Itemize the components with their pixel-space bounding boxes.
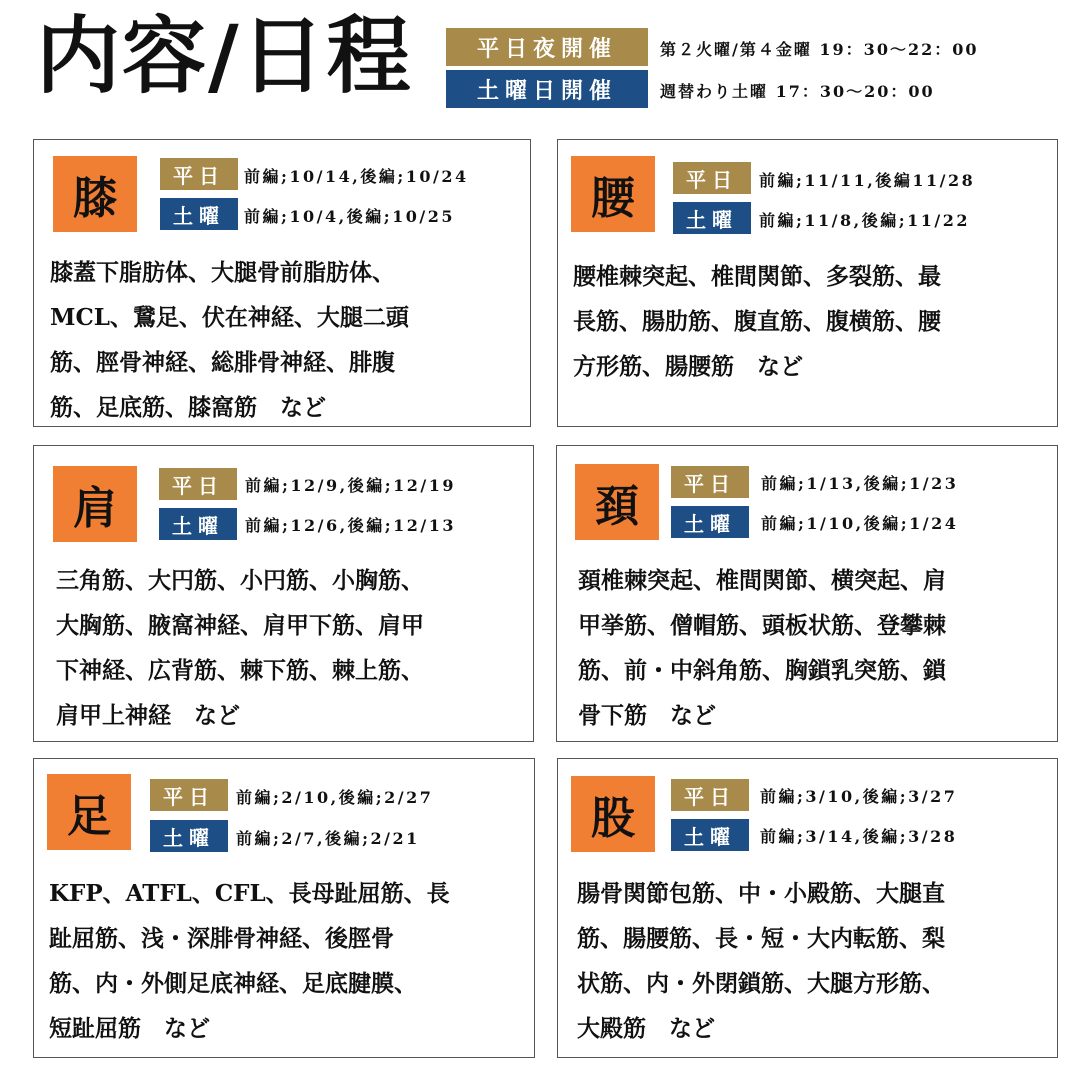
weekday-tag: 平日	[673, 162, 751, 194]
weekday-tag: 平日	[160, 158, 238, 190]
topic-line: 膝蓋下脂肪体、大腿骨前脂肪体、	[50, 259, 395, 286]
saturday-dates: 前編;10/4,後編;10/25	[244, 207, 456, 226]
weekday-dates: 前編;2/10,後編;2/27	[236, 788, 434, 807]
card-knee	[33, 139, 531, 427]
saturday-tag: 土曜	[673, 202, 751, 234]
topic-line: 腰椎棘突起、椎間関節、多裂筋、最	[573, 263, 941, 290]
topic-line: 筋、内・外側足底神経、足底腱膜、	[49, 970, 417, 997]
topic-line: 大胸筋、腋窩神経、肩甲下筋、肩甲	[56, 612, 424, 639]
topics-text	[578, 558, 946, 738]
saturday-dates: 前編;11/8,後編;11/22	[759, 211, 971, 230]
topic-line: 筋、前・中斜角筋、胸鎖乳突筋、鎖	[578, 657, 946, 684]
card-foot	[33, 758, 535, 1058]
part-label-foot: 足	[47, 774, 131, 850]
topic-line: 状筋、内・外閉鎖筋、大腿方形筋、	[577, 970, 945, 997]
saturday-schedule-text: 週替わり土曜 17：30〜20：00	[660, 82, 935, 101]
weekday-tag: 平日	[159, 468, 237, 500]
topics-text	[56, 558, 424, 738]
weekday-night-badge: 平日夜開催	[446, 28, 648, 66]
topics-text	[577, 871, 945, 1051]
topic-line: 三角筋、大円筋、小円筋、小胸筋、	[56, 567, 424, 594]
weekday-tag: 平日	[150, 779, 228, 811]
card-hip	[557, 758, 1058, 1058]
topic-line: 腸骨関節包筋、中・小殿筋、大腿直	[577, 880, 945, 907]
weekday-dates: 前編;3/10,後編;3/27	[760, 787, 958, 806]
topic-line: 肩甲上神経 など	[56, 702, 240, 729]
topics-text	[573, 254, 941, 389]
topic-line: MCL、鵞足、伏在神経、大腿二頭	[50, 304, 409, 331]
weekday-tag: 平日	[671, 779, 749, 811]
topic-line: 大殿筋 など	[577, 1015, 715, 1042]
weekday-dates: 前編;12/9,後編;12/19	[245, 476, 457, 495]
card-lower-back	[557, 139, 1058, 427]
part-label-neck: 頚	[575, 464, 659, 540]
card-neck	[556, 445, 1058, 742]
part-label-lower-back: 腰	[571, 156, 655, 232]
topic-line: 長筋、腸肋筋、腹直筋、腹横筋、腰	[573, 308, 941, 335]
topic-line: 骨下筋 など	[578, 702, 716, 729]
saturday-dates: 前編;2/7,後編;2/21	[236, 829, 420, 848]
topics-text	[50, 250, 409, 430]
topic-line: KFP、ATFL、CFL、長母趾屈筋、長	[49, 880, 450, 907]
topic-line: 甲挙筋、僧帽筋、頭板状筋、登攀棘	[578, 612, 946, 639]
saturday-badge: 土曜日開催	[446, 70, 648, 108]
topic-line: 下神経、広背筋、棘下筋、棘上筋、	[56, 657, 424, 684]
weekday-dates: 前編;11/11,後編11/28	[759, 171, 976, 190]
weekday-dates: 前編;10/14,後編;10/24	[244, 167, 469, 186]
weekday-tag: 平日	[671, 466, 749, 498]
saturday-dates: 前編;3/14,後編;3/28	[760, 827, 958, 846]
saturday-tag: 土曜	[159, 508, 237, 540]
saturday-tag: 土曜	[671, 819, 749, 851]
card-shoulder	[33, 445, 534, 742]
topics-text	[49, 871, 450, 1051]
topic-line: 筋、足底筋、膝窩筋 など	[50, 394, 326, 421]
topic-line: 方形筋、腸腰筋 など	[573, 353, 803, 380]
topic-line: 筋、腸腰筋、長・短・大内転筋、梨	[577, 925, 945, 952]
saturday-dates: 前編;12/6,後編;12/13	[245, 516, 457, 535]
topic-line: 筋、脛骨神経、総腓骨神経、腓腹	[50, 349, 395, 376]
part-label-knee: 膝	[53, 156, 137, 232]
part-label-hip: 股	[571, 776, 655, 852]
saturday-tag: 土曜	[150, 820, 228, 852]
saturday-tag: 土曜	[160, 198, 238, 230]
saturday-dates: 前編;1/10,後編;1/24	[761, 514, 959, 533]
weekday-dates: 前編;1/13,後編;1/23	[761, 474, 959, 493]
topic-line: 短趾屈筋 など	[49, 1015, 210, 1042]
weekday-schedule-text: 第２火曜/第４金曜 19：30〜22：00	[660, 40, 979, 59]
topic-line: 趾屈筋、浅・深腓骨神経、後脛骨	[49, 925, 394, 952]
part-label-shoulder: 肩	[53, 466, 137, 542]
saturday-tag: 土曜	[671, 506, 749, 538]
page-title: 内容/日程	[36, 6, 413, 105]
topic-line: 頚椎棘突起、椎間関節、横突起、肩	[578, 567, 946, 594]
